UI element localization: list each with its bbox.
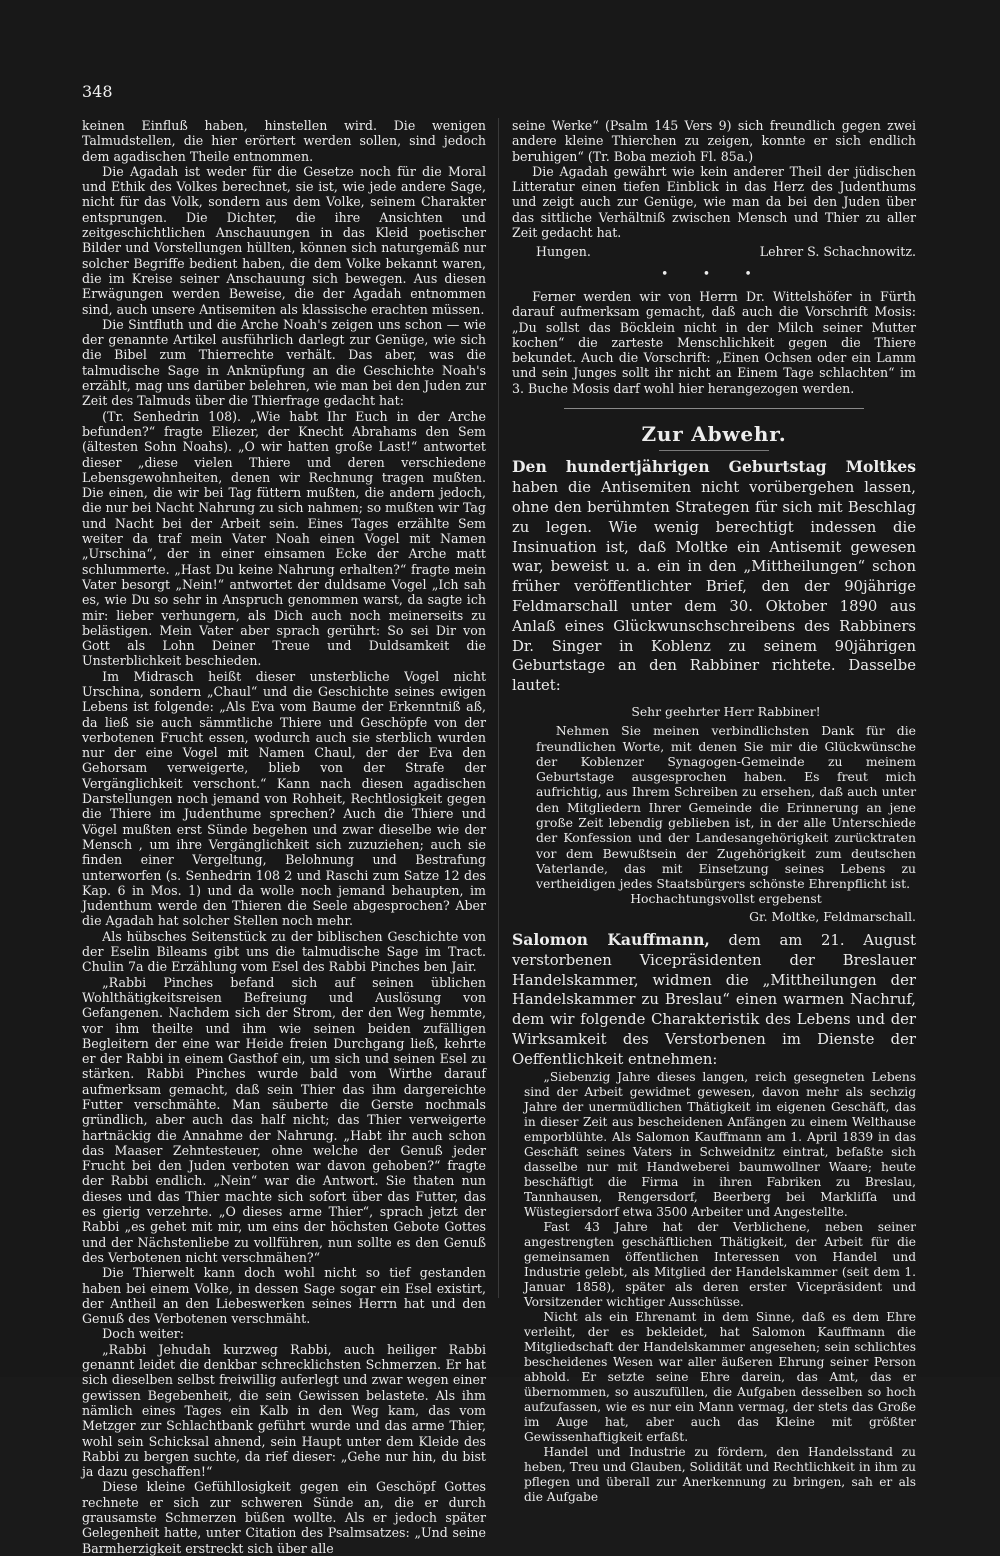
paragraph: Die Sintfluth und die Arche Noah's zeigen uns schon — wie der genannte Artikel ausführlich darlegt zur Genüge, wie sich die Bibel zum Thierrechte verhält. Das aber, was die talmudische Sage in Anknüpfung an die Geschichte Noah's erzählt, mag uns darüber belehren, wie man bei den Juden zur Zeit des Talmuds über die Thierfrage gedacht hat:: [82, 316, 486, 409]
column-divider: [498, 118, 499, 1298]
article-body: dem am 21. August verstorbenen Vicepräsidenten der Breslauer Handelskammer, widmen die „Mittheilungen der Handelskammer zu Breslau“ einen warmen Nachruf, dem wir folgende Charakteristik des Lebens und der Wirksamkeit des Verstorbenen im Dienste der Oeffentlichkeit entnehmen:: [512, 932, 916, 1068]
section-separator-line: [564, 408, 864, 409]
paragraph: Fast 43 Jahre hat der Verblichene, neben seiner angestrengten geschäftlichen Thätigkeit, der Arbeit für die gemeinsamen öffentlichen Interessen von Handel und Industrie gelebt, als Mitglied der Handelskammer (seit dem 1. Januar 1858), später als deren erster Vicepräsident und Vorsitzender wichtiger Ausschüsse.: [524, 1219, 916, 1309]
article-lead: [512, 930, 916, 1070]
article-body: haben die Antisemiten nicht vorübergehen lassen, ohne den berühmten Strategen für sich mit Beschlag zu legen. Wie wenig berechtigt indessen die Insinuation ist, daß Moltke ein Antisemit gewesen war, beweist u. a. ein in den „Mittheilungen“ schon früher veröffentlichter Brief, den der 90jährige Feldmarschall unter dem 30. Oktober 1890 aus Anlaß eines Glückwunschschreibens des Rabbiners Dr. Singer in Koblenz zu seinem 90jährigen Geburtstage an den Rabbiner richtete. Dasselbe lautet:: [512, 479, 916, 695]
section-heading: Zur Abwehr.: [641, 422, 787, 447]
divider-dots: • • •: [661, 265, 767, 281]
left-column: [82, 118, 486, 1556]
moltke-letter: [536, 704, 916, 924]
heading-rule: [659, 450, 769, 451]
letter-closing: Hochachtungsvollst ergebenst: [630, 891, 822, 907]
paragraph: Nicht als ein Ehrenamt in dem Sinne, daß es dem Ehre verleiht, der es bekleidet, hat Salomon Kauffmann die Mitgliedschaft der Handelskammer angesehen; sein schlichtes bescheidenes Wesen war aller äußeren Ehrung seiner Person abhold. Er setzte seine Ehre darein, das Amt, das er übernommen, so auszufüllen, die Aufgaben desselben so hoch aufzufassen, wie es nur ein Mann vermag, der stets das Große im Auge hat, aber auch das Kleine mit größter Gewissenhaftigkeit erfaßt.: [524, 1309, 916, 1444]
paragraph: Doch weiter:: [102, 1326, 185, 1342]
signature-place: Hungen.: [536, 244, 591, 260]
paragraph: Handel und Industrie zu fördern, den Handelsstand zu heben, Treu und Glauben, Solidität und Rechtlichkeit in ihm zu pflegen und überall zur Anerkennung zu bringen, sah er als die Aufgabe: [524, 1444, 916, 1504]
quoted-obituary: [524, 1070, 916, 1505]
paragraph: (Tr. Senhedrin 108). „Wie habt Ihr Euch in der Arche befunden?“ fragte Eliezer, der Knecht Abrahams den Sem (ältesten Sohn Noahs). „O wir hatten große Last!“ antwortet dieser „diese vielen Thiere und deren verschiedene Lebensgewohnheiten, denen wir Rechnung tragen mußten. Die einen, die wir bei Tag füttern mußten, die andern jedoch, die nur bei Nacht Nahrung zu sich nahmen; so mußten wir Tag und Nacht bei der Arbeit sein. Eines Tages erzählte Sem weiter da traf mein Vater Noah einen Vogel mit Namen „Urschina“, der in einer einsamen Ecke der Arche matt schlummerte. „Hast Du keine Nahrung erhalten?“ fragte mein Vater besorgt „Nein!“ antwortet der duldsame Vogel „Ich sah es, wie Du so sehr in Anspruch genommen warst, da sagte ich mir: lieber verhungern, als Dich auch noch meinerseits zu belästigen. Mein Vater aber sprach gerührt: So sei Dir von Gott als Lohn Deiner Treue und Duldsamkeit die Unsterblichkeit beschieden.: [82, 408, 486, 669]
article-heading: Salomon Kauffmann,: [512, 930, 710, 950]
page-number: 348: [82, 82, 113, 101]
paragraph: Diese kleine Gefühllosigkeit gegen ein Geschöpf Gottes rechnete er sich zur schweren Sünde an, die er durch grausamste Schmerzen büßen wollte. Als er jedoch später Gelegenheit hatte, unter Citation des Psalmsatzes: „Und seine Barmherzigkeit erstreckt sich über alle: [82, 1479, 486, 1556]
right-column: [512, 118, 916, 1505]
paragraph: „Rabbi Pinches befand sich auf seinen üblichen Wohlthätigkeitsreisen Befreiung und Auslösung von Gefangenen. Nachdem sich der Strom, der den Weg hemmte, vor ihm theilte und ihm wie seinen beiden zufälligen Begleitern der eine war Heide freien Durchgang ließ, kehrte er der Rabbi in einem Gasthof ein, um sich und seinen Esel zu stärken. Rabbi Pinches wurde bald vom Wirthe darauf aufmerksam gemacht, daß sein Thier das ihm dargereichte Futter verschmähte. Man säuberte die Gerste nochmals gründlich, aber auch das half nicht; das Thier verweigerte hartnäckig die Annahme der Nahrung. „Habt ihr auch schon das Maaser Zehntesteuer, ohne welche der Genuß jeder Frucht bei den Juden verboten war davon gehoben?“ fragte der Rabbi endlich. „Nein“ war die Antwort. Sie thaten nun dieses und das Thier machte sich sofort über das Futter, das es gierig verzehrte. „O dieses arme Thier“, sprach jetzt der Rabbi „es gehet mit mir, um eins der höchsten Gebote Gottes und der Nächstenliebe zu vollführen, nun sollte es den Genuß des Verbotenen nicht verschmähen?“: [82, 974, 486, 1265]
letter-body: Nehmen Sie meinen verbindlichsten Dank für die freundlichen Worte, mit denen Sie mir die Glückwünsche der Koblenzer Synagogen-Gemeinde zu meinem Geburtstage ausgesprochen haben. Es freut mich aufrichtig, aus Ihrem Schreiben zu ersehen, daß auch unter den Mitgliedern Ihrer Gemeinde die Erinnerung an jene große Zeit lebendig geblieben ist, in der alle Unterschiede der Konfession und der Landesangehörigkeit zurücktraten vor dem Bewußtsein der Zugehörigkeit zum deutschen Vaterlande, das mit Einsetzung seines Lebens zu vertheidigen jedes Staatsbürgers schönste Ehrenpflicht ist.: [536, 723, 916, 892]
paragraph: „Siebenzig Jahre dieses langen, reich gesegneten Lebens sind der Arbeit gewidmet gewesen, davon mehr als sechzig Jahre der unermüdlichen Thätigkeit im eigenen Geschäft, das in dieser Zeit aus bescheidenen Anfängen zu einem Welthause emporblühte. Als Salomon Kauffmann am 1. April 1839 in das Geschäft seines Vaters in Schweidnitz eintrat, befaßte sich dasselbe nur mit Handweberei baumwollner Waare; heute beschäftigt die Firma in ihren Fabriken zu Breslau, Tannhausen, Rengersdorf, Beerberg bei Markliſſa und Wüstegiersdorf etwa 3500 Arbeiter und Angestellte.: [524, 1069, 916, 1219]
paragraph: Die Thierwelt kann doch wohl nicht so tief gestanden haben bei einem Volke, in dessen Sage sogar ein Esel existirt, der Antheil an den Liebeswerken seines Herrn hat und den Genuß des Verbotenen verschmäht.: [82, 1265, 486, 1327]
paragraph: Ferner werden wir von Herrn Dr. Wittelshöfer in Fürth darauf aufmerksam gemacht, daß auch die Vorschrift Mosis: „Du sollst das Böcklein nicht in der Milch seiner Mutter kochen“ die zarteste Menschlichkeit gegen die Thiere bekundet. Auch die Vorschrift: „Einen Ochsen oder ein Lamm und sein Junges sollt ihr nicht an Einem Tage schlachten“ im 3. Buche Mosis darf wohl hier herangezogen werden.: [512, 288, 916, 396]
letter-salutation: Sehr geehrter Herr Rabbiner!: [631, 703, 821, 719]
article-lead: [512, 457, 916, 696]
paragraph: Als hübsches Seitenstück zu der biblischen Geschichte von der Eselin Bileams gibt uns die talmudische Sage im Tract. Chulin 7a die Erzählung vom Esel des Rabbi Pinches ben Jair.: [82, 928, 486, 975]
paragraph: seine Werke“ (Psalm 145 Vers 9) sich freundlich gegen zwei andere kleine Thierchen zu zeigen, konnte er sich endlich beruhigen“ (Tr. Boba mezioh Fl. 85a.): [512, 118, 916, 164]
letter-signature: Gr. Moltke, Feldmarschall.: [749, 908, 916, 924]
paragraph: Im Midrasch heißt dieser unsterbliche Vogel nicht Urschina, sondern „Chaul“ und die Geschichte seines ewigen Lebens ist folgende: „Als Eva vom Baume der Erkenntniß aß, da ließ sie auch sämmtliche Thiere und Geschöpfe von der verbotenen Frucht essen, wodurch auch sie sterblich wurden nur der eine Vogel mit Namen Chaul, der der Eva den Gehorsam verweigerte, blieb von der Strafe der Vergänglichkeit verschont.“ Kann nach diesen agadischen Darstellungen noch jemand von Rohheit, Rechtlosigkeit gegen die Thiere im Judenthume sprechen? Auch die Thiere und Vögel mußten erst Sünde begehen und zwar dieselbe wie der Mensch , um ihre Vergänglichkeit sich zuzuziehen; auch sie finden einer Vergeltung, Belohnung und Bestrafung unterworfen (s. Senhedrin 108 2 und Raschi zum Satze 12 des Kap. 6 in Mos. 1) und da wolle noch jemand behaupten, im Judenthum werde den Thieren die Seele abgesprochen? Aber die Agadah hat solcher Stellen noch mehr.: [82, 668, 486, 929]
paragraph: „Rabbi Jehudah kurzweg Rabbi, auch heiliger Rabbi genannt leidet die denkbar schrecklichsten Schmerzen. Er hat sich dieselben selbst freiwillig auferlegt und zwar wegen einer gewissen Begebenheit, die sein Gewissen belastete. Als ihm nämlich eines Tages ein Kalb in den Weg kam, das vom Metzger zur Schlachtbank geführt wurde und das arme Thier, wohl sein Schicksal ahnend, sein Haupt unter dem Kleide des Rabbi zu bergen suchte, da rief dieser: „Gehe nur hin, du bist ja dazu geschaffen!“: [82, 1341, 486, 1480]
signature-name: Lehrer S. Schachnowitz.: [759, 244, 916, 260]
article-heading: Den hundertjährigen Geburtstag Moltkes: [512, 457, 916, 477]
paragraph: Die Agadah ist weder für die Gesetze noch für die Moral und Ethik des Volkes berechnet, sie ist, wie jede andere Sage, nicht für das Volk, sondern aus dem Volke, seinem Charakter entsprungen. Die Dichter, die ihre Ansichten und zeitgeschichtlichen Anschauungen in das Kleid poetischer Bilder und Vorstellungen hüllten, können sich naturgemäß nur solcher Begriffe bedient haben, die dem Volke bekannt waren, die im Kreise seiner Anschauung sich bewegen. Aus diesen Erwägungen werden Beweise, die der Agadah entnommen sind, auch unsere Antisemiten als klassische erachten müssen.: [82, 163, 486, 317]
paragraph: keinen Einfluß haben, hinstellen wird. Die wenigen Talmudstellen, die hier erörtert werden sollen, sind jedoch dem agadischen Theile entnommen.: [82, 118, 486, 164]
paragraph: Die Agadah gewährt wie kein anderer Theil der jüdischen Litteratur einen tiefen Einblick in das Herz des Judenthums und zeigt auch zur Genüge, wie man da bei den Juden über das sittliche Verhältniß zwischen Mensch und Thier zu aller Zeit gedacht hat.: [512, 163, 916, 241]
author-signature: [536, 244, 916, 259]
